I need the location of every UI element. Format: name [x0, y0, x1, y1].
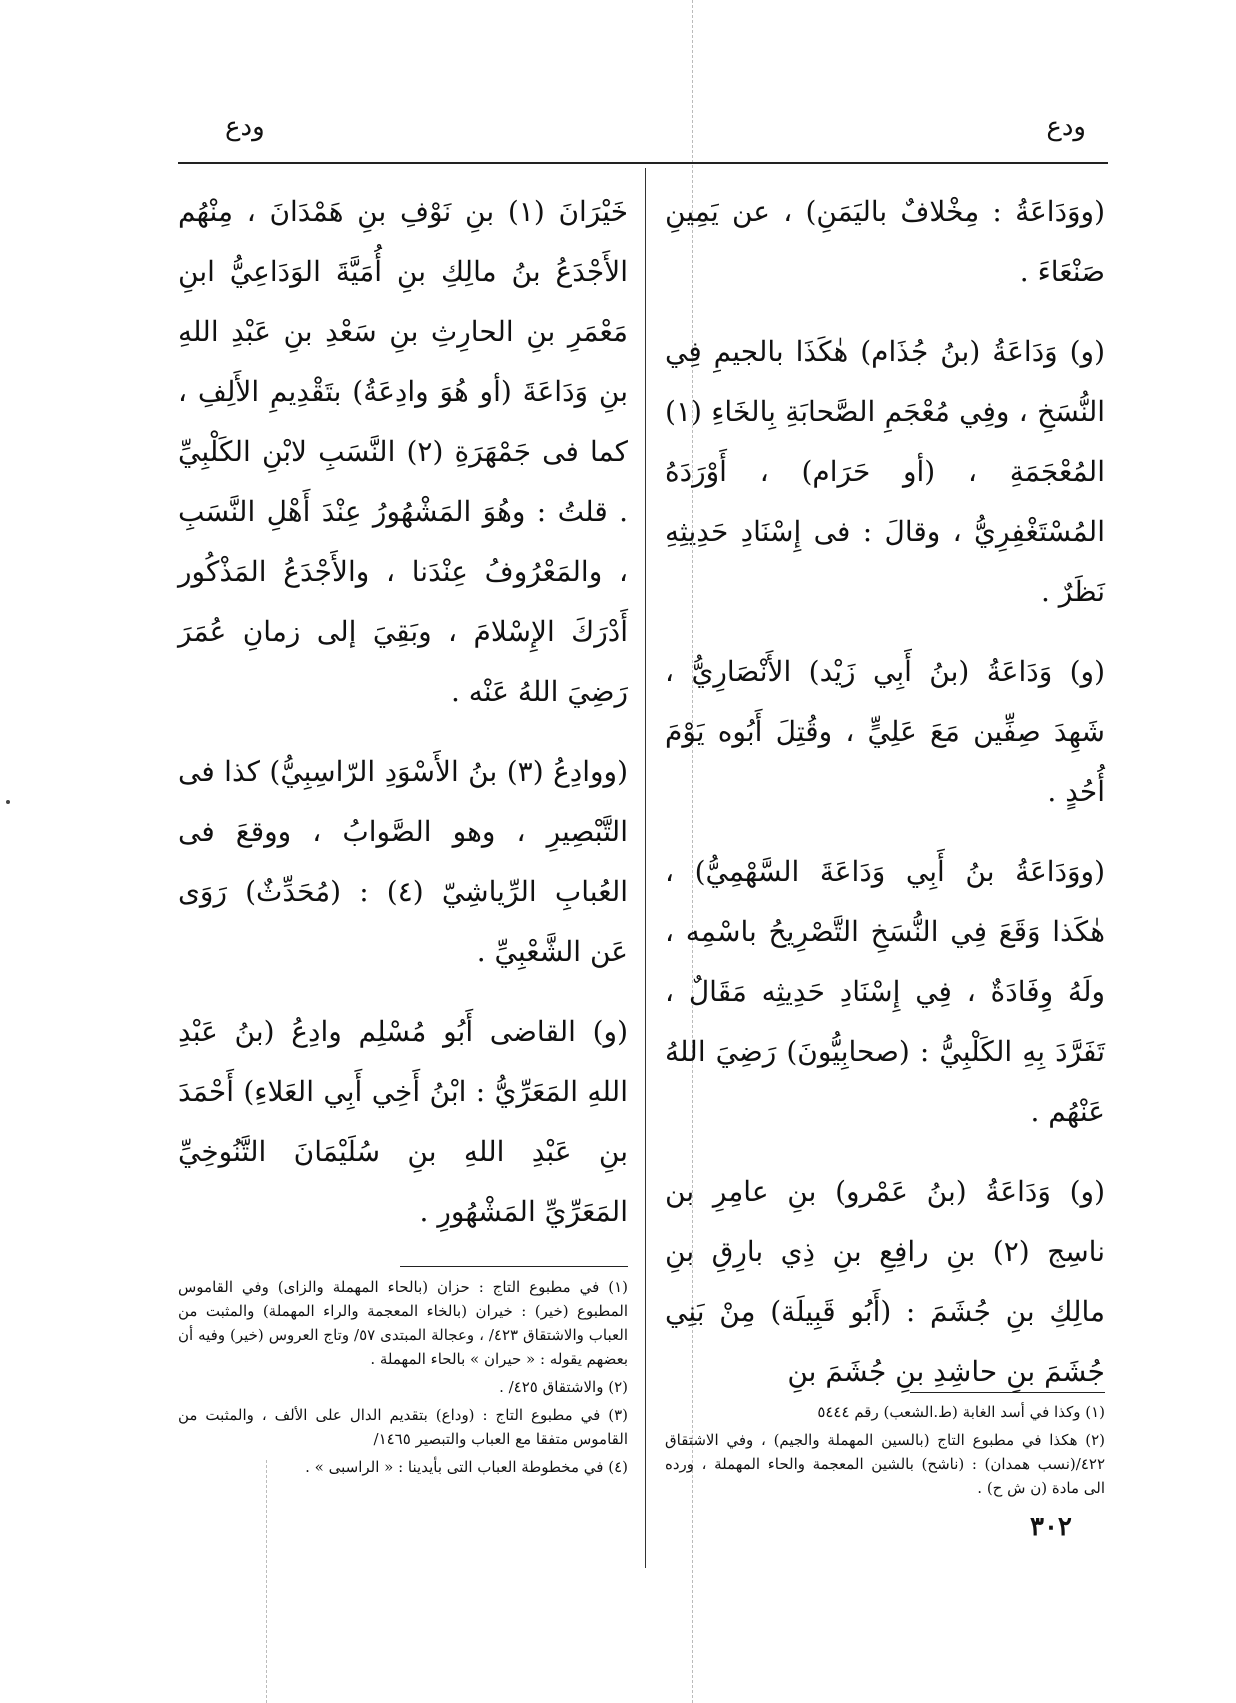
- footnote-rule: [400, 1266, 628, 1267]
- entry-paragraph: (ووَدَاعَةُ بنُ أَبِي وَدَاعَةَ السَّهْمِيُّ) ، هٰكَذا وَقَعَ فِي النُّسَخِ التَّصْرِيحُ باسْمِه ، ولَهُ وِفَادَةٌ ، فِي إِسْنَادِ حَدِيثِه مَقَالٌ ، تَفَرَّدَ بِهِ الكَلْبِيُّ : (صحابِيُّونَ) رَضِيَ اللهُ عَنْهُم .: [665, 855, 1105, 1128]
- left-footnotes: [178, 1275, 628, 1483]
- entry-paragraph: (ووادِعُ (٣) بنُ الأَسْوَدِ الرّاسِبِيُّ) كذا فى التَّبْصِيرِ ، وهو الصَّوابُ ، ووقعَ فى العُبابِ الرِّياشِيّ (٤) : (مُحَدِّثٌ) رَوَى عَن الشَّعْبِيِّ .: [178, 755, 629, 968]
- entry-paragraph: (و) القاضى أَبُو مُسْلِم وادِعُ (بنُ عَبْدِ اللهِ المَعَرِّيُّ : ابْنُ أَخِي أَبِي العَلاءِ) أَحْمَدَ بنِ عَبْدِ اللهِ بنِ سُلَيْمَانَ التَّنُوخِيِّ المَعَرِّيِّ المَشْهُورِ .: [178, 1015, 628, 1228]
- footnote: (٤) في مخطوطة العباب التى بأيدينا : « الراسبى » .: [305, 1458, 628, 1476]
- entry-paragraph: (و) وَدَاعَةُ (بنُ عَمْرو) بنِ عامِرِ بن ناسِج (٢) بنِ رافِعِ بنِ ذِي بارِقِ بنِ مالِكِ بنِ جُشَمَ : (أَبُو قَبِيلَة) مِنْ بَنِي جُشَمَ بنِ حاشِدِ بنِ جُشَمَ بنِ: [665, 1175, 1105, 1388]
- entry-paragraph: خَيْرَانَ (١) بنِ نَوْفِ بنِ هَمْدَانَ ، مِنْهُم الأَجْدَعُ بنُ مالِكِ بنِ أُمَيَّةَ الوَدَاعِيُّ ابنِ مَعْمَرِ بنِ الحارِثِ بنِ سَعْدِ بنِ عَبْدِ اللهِ بنِ وَدَاعَةَ (أو هُوَ وادِعَةُ) بتَقْدِيمِ الأَلِفِ ، كما فى جَمْهَرَةِ (٢) النَّسَبِ لابْنِ الكَلْبِيِّ . قلتُ : وهُوَ المَشْهُورُ عِنْدَ أَهْلِ النَّسَبِ ، والمَعْرُوفُ عِنْدَنا ، والأَجْدَعُ المَذْكُور أَدْرَكَ الإِسْلامَ ، وبَقِيَ إلى زمانِ عُمَرَ رَضِيَ اللهُ عَنْه .: [178, 195, 629, 708]
- footnote: (١) وكذا في أسد الغابة (ط.الشعب) رقم ٥٤٤٤: [817, 1403, 1105, 1421]
- right-footnotes: [665, 1400, 1105, 1504]
- footnote: (٣) في مطبوع التاج : (وداع) بتقديم الدال على الألف ، والمثبت من القاموس متفقا مع العباب والتبصير ١٤٦٥/: [178, 1406, 628, 1448]
- page-number: ٣٠٢: [1030, 1512, 1072, 1542]
- header-rule: [178, 162, 1108, 164]
- entry-paragraph: (و) وَدَاعَةُ (بنُ جُذَام) هٰكَذَا بالجيمِ فِي النُّسَخِ ، وفِي مُعْجَمِ الصَّحابَةِ بِالخَاءِ (١) المُعْجَمَةِ ، (أو حَرَام) ، أَوْرَدَهُ المُسْتَغْفِرِيُّ ، وقالَ : فى إِسْنَادِ حَدِيثِهِ نَظَرٌ .: [665, 335, 1105, 608]
- footnote-rule: [910, 1392, 1105, 1393]
- footnote: (١) في مطبوع التاج : حزان (بالحاء المهملة والزاى) وفي القاموس المطبوع (خير) : خيران (بالخاء المعجمة والراء المهملة) والمثبت من العباب والاشتقاق ٤٢٣/ ، وعجالة المبتدى ٥٧/ وتاج العروس (خير) وفيه أن بعضهم يقوله : « حيران » بالحاء المهملة .: [178, 1278, 628, 1368]
- binding-guide-line: [266, 1460, 267, 1703]
- header-right-word: ودع: [1046, 112, 1086, 142]
- running-header: [185, 112, 1106, 160]
- footnote: (٢) هكذا في مطبوع التاج (بالسين المهملة والجيم) ، وفي الاشتقاق ٤٢٢/(نسب همدان) : (ناشح) بالشين المعجمة والحاء المهملة ، ورده الى مادة (ن ش ح) .: [665, 1431, 1105, 1497]
- header-left-word: ودع: [225, 112, 265, 142]
- right-column: [665, 182, 1105, 1422]
- entry-paragraph: (ووَدَاعَةُ : مِخْلافٌ باليَمَنِ) ، عن يَمِينِ صَنْعَاءَ .: [665, 195, 1105, 288]
- margin-mark: [6, 800, 10, 804]
- left-column: [178, 182, 628, 1262]
- entry-paragraph: (و) وَدَاعَةُ (بنُ أَبِي زَيْد) الأَنْصَارِيُّ ، شَهِدَ صِفِّين مَعَ عَلِيٍّ ، وقُتِلَ أَبُوه يَوْمَ أُحُدٍ .: [665, 655, 1105, 808]
- column-divider: [645, 168, 646, 1568]
- footnote: (٢) والاشتقاق ٤٢٥/ .: [499, 1378, 628, 1396]
